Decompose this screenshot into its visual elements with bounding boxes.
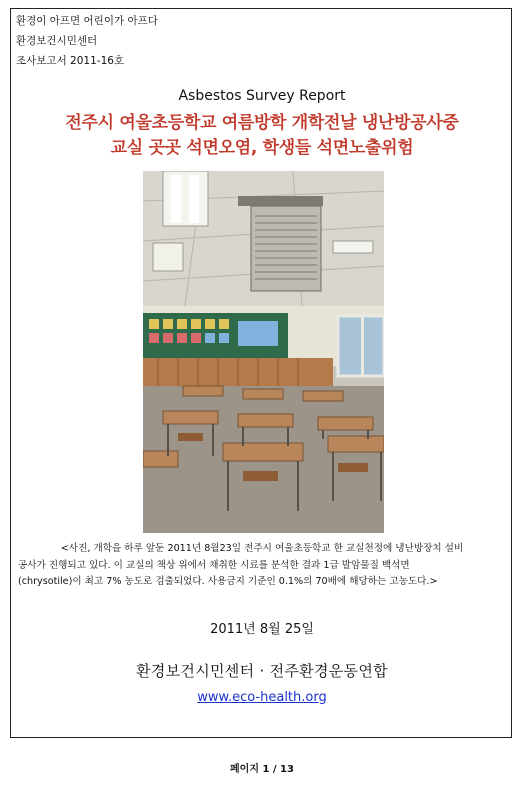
report-date: 2011년 8월 25일 bbox=[210, 622, 314, 637]
classroom-photo bbox=[143, 171, 384, 533]
report-title-line-1: 전주시 여울초등학교 여름방학 개학전날 냉난방공사중 bbox=[65, 113, 459, 133]
header-slogan: 환경이 아프면 어린이가 아프다 bbox=[16, 15, 158, 27]
header-organization: 환경보건시민센터 bbox=[16, 35, 98, 47]
website-link[interactable]: www.eco-health.org bbox=[197, 690, 327, 705]
page-number: 페이지 1 / 13 bbox=[230, 764, 294, 775]
photo-caption-line-1: <사진, 개학을 하루 앞둔 2011년 8월23일 전주시 여울초등학교 한 교실천정에 냉난방장치 설비 bbox=[60, 543, 464, 554]
report-title-line-2: 교실 곳곳 석면오염, 학생들 석면노출위험 bbox=[110, 138, 414, 158]
report-subtitle: Asbestos Survey Report bbox=[178, 88, 346, 104]
photo-caption-line-3: (chrysotile)이 최고 7% 농도로 검출되었다. 사용금지 기준인 0.1%의 70배에 해당하는 고농도다.> bbox=[18, 576, 438, 587]
publisher-names: 환경보건시민센터 · 전주환경운동연합 bbox=[136, 662, 388, 680]
photo-caption-line-2: 공사가 진행되고 있다. 이 교실의 책상 위에서 채취한 시료를 분석한 결과 1급 발암물질 백석면 bbox=[18, 560, 410, 571]
header-report-number: 조사보고서 2011-16호 bbox=[16, 55, 125, 67]
